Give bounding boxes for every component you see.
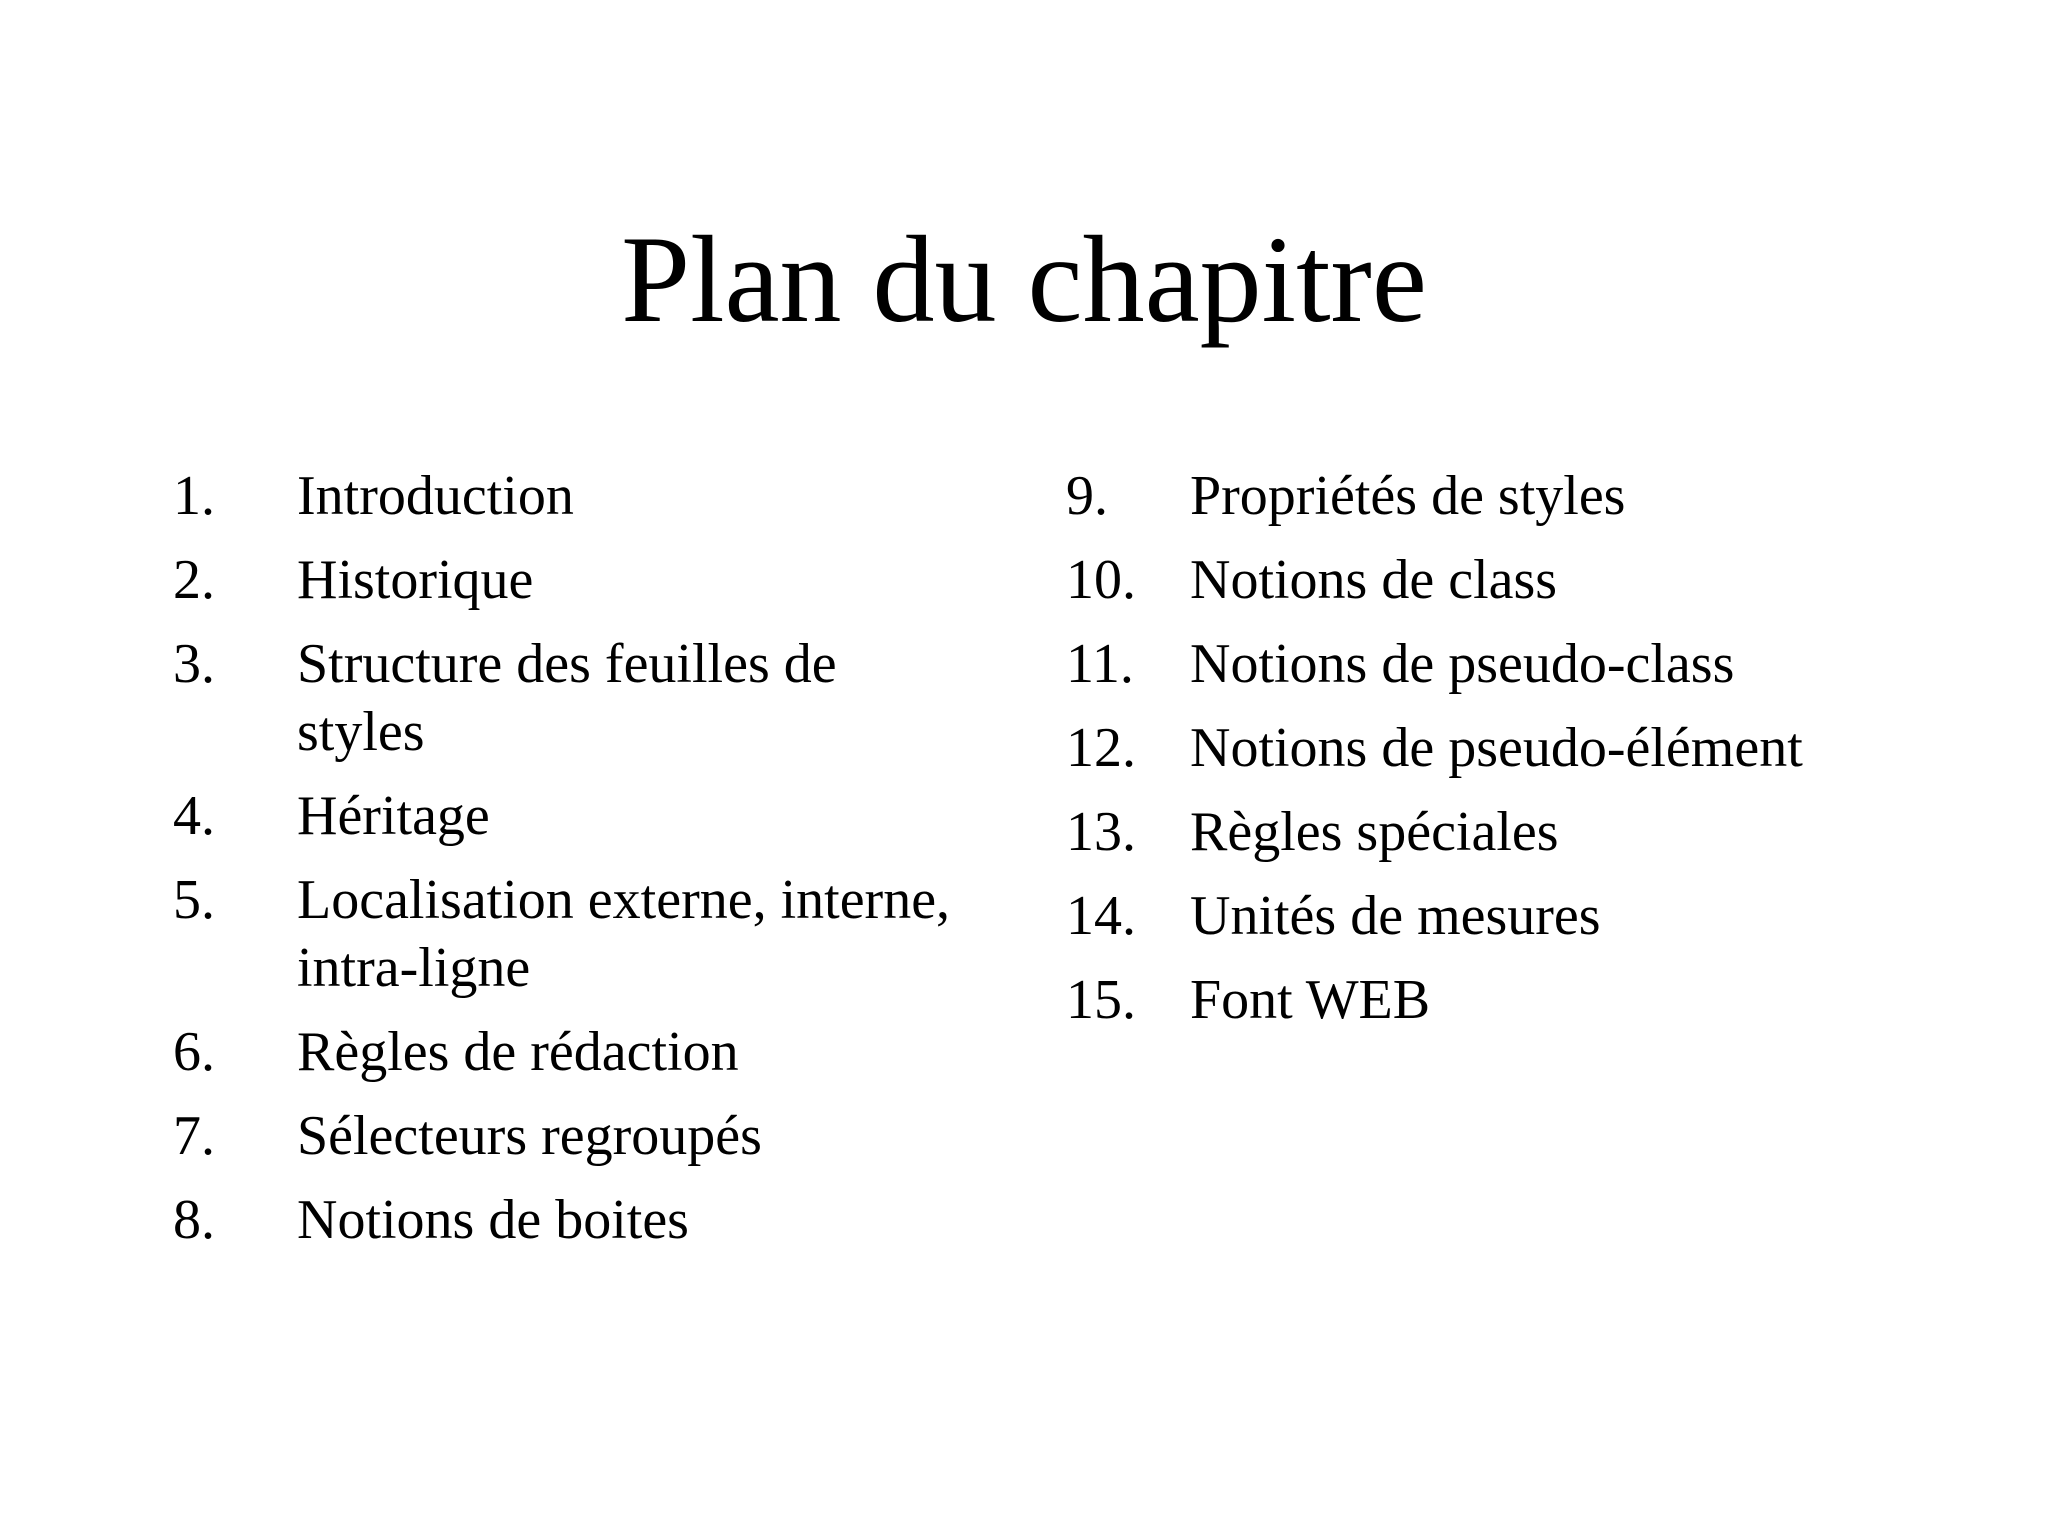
outline-item xyxy=(173,782,1033,850)
outline-right-column xyxy=(1066,462,1966,1050)
item-label: Structure des feuilles de styles xyxy=(297,633,837,763)
item-number: 2. xyxy=(173,549,215,611)
item-number: 10. xyxy=(1066,549,1136,611)
item-label: Introduction xyxy=(297,465,574,527)
outline-item xyxy=(173,1102,1033,1170)
outline-item xyxy=(1066,966,1966,1034)
outline-item xyxy=(1066,882,1966,950)
item-label: Notions de pseudo-élément xyxy=(1190,717,1803,779)
item-number: 8. xyxy=(173,1189,215,1251)
outline-item xyxy=(173,462,1033,530)
item-label: Règles spéciales xyxy=(1190,801,1559,863)
slide-title: Plan du chapitre xyxy=(621,211,1427,348)
outline-item xyxy=(173,630,1033,766)
item-number: 3. xyxy=(173,633,215,695)
item-number: 7. xyxy=(173,1105,215,1167)
outline-item xyxy=(1066,546,1966,614)
outline-item xyxy=(173,546,1033,614)
item-number: 13. xyxy=(1066,801,1136,863)
item-label: Notions de boites xyxy=(297,1189,689,1251)
item-number: 5. xyxy=(173,869,215,931)
item-number: 11. xyxy=(1066,633,1134,695)
outline-item xyxy=(1066,462,1966,530)
item-label: Règles de rédaction xyxy=(297,1021,739,1083)
item-label: Notions de class xyxy=(1190,549,1558,611)
item-label: Unités de mesures xyxy=(1190,885,1601,947)
item-number: 15. xyxy=(1066,969,1136,1031)
outline-item xyxy=(173,1018,1033,1086)
item-label: Historique xyxy=(297,549,534,611)
outline-left-column xyxy=(173,462,1033,1270)
item-label: Notions de pseudo-class xyxy=(1190,633,1735,695)
item-number: 1. xyxy=(173,465,215,527)
item-number: 4. xyxy=(173,785,215,847)
item-label: Propriétés de styles xyxy=(1190,465,1626,527)
outline-item xyxy=(1066,714,1966,782)
item-number: 6. xyxy=(173,1021,215,1083)
item-label: Sélecteurs regroupés xyxy=(297,1105,762,1167)
outline-item xyxy=(1066,798,1966,866)
item-label: Localisation externe, interne, intra-ligne xyxy=(297,869,951,999)
item-label: Font WEB xyxy=(1190,969,1431,1031)
outline-item xyxy=(1066,630,1966,698)
outline-item xyxy=(173,1186,1033,1254)
outline-item xyxy=(173,866,1033,1002)
item-label: Héritage xyxy=(297,785,490,847)
item-number: 9. xyxy=(1066,465,1108,527)
item-number: 14. xyxy=(1066,885,1136,947)
item-number: 12. xyxy=(1066,717,1136,779)
